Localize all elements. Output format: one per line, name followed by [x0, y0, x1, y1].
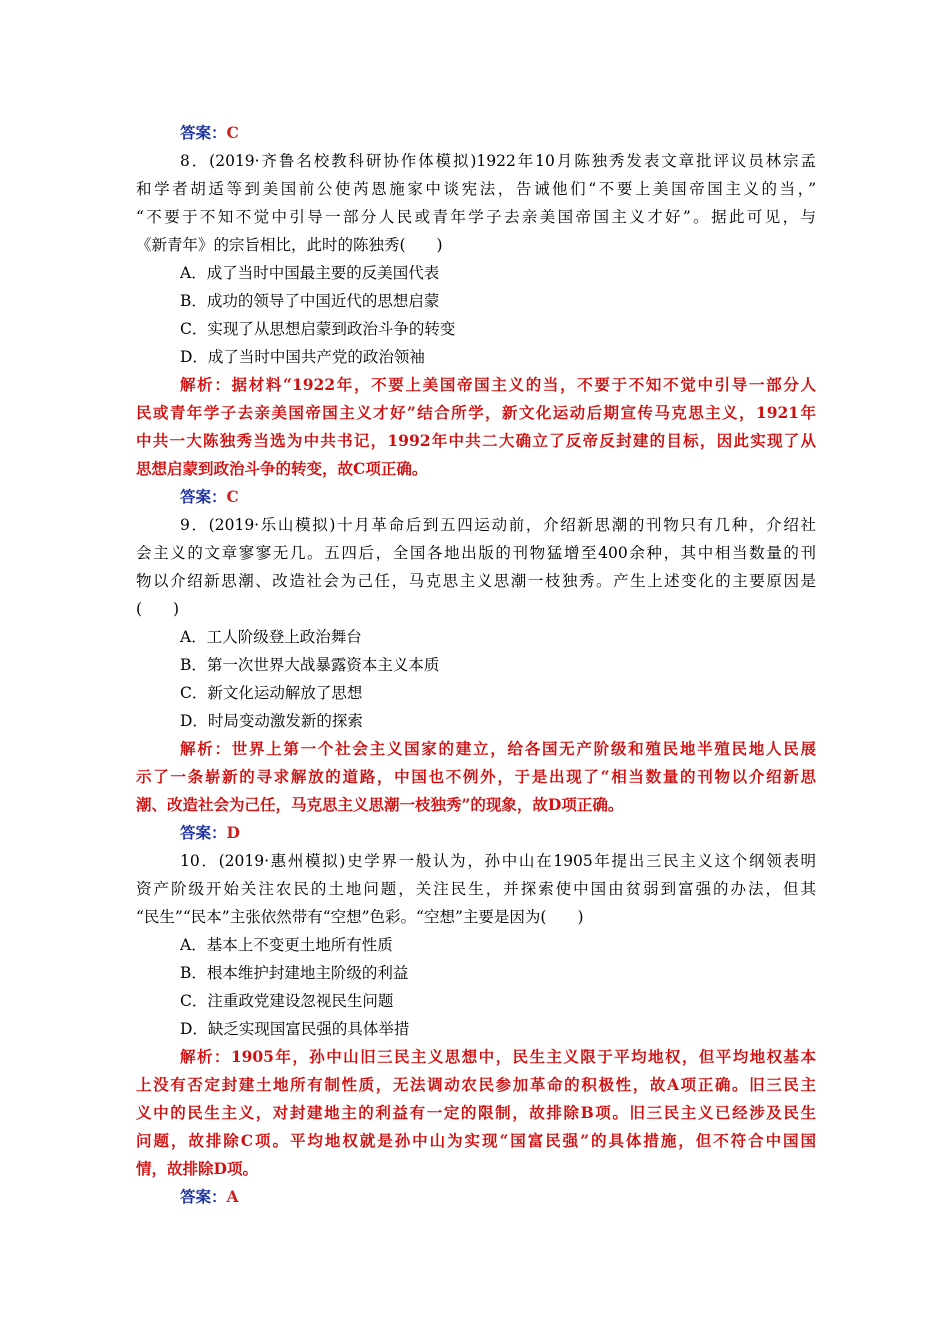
q7-answer: 答案：C	[180, 123, 239, 142]
q8-analysis-line: 思想启蒙到政治斗争的转变，故C项正确。	[136, 459, 428, 478]
q10-stem-line: 10．(2019·惠州模拟)史学界一般认为，孙中山在1905年提出三民主义这个纲领表明	[180, 852, 816, 870]
document-page	[136, 119, 816, 1211]
q10-option-a: A．基本上不变更土地所有性质	[180, 936, 393, 954]
q10-analysis-line: 情，故排除D项。	[136, 1159, 258, 1178]
q8-option-b: B．成功的领导了中国近代的思想启蒙	[180, 292, 440, 310]
q10-analysis-line: 义中的民生主义，对封建地主的利益有一定的限制，故排除B项。旧三民主义已经涉及民生	[136, 1103, 816, 1122]
question-8	[136, 147, 816, 511]
q10-analysis-line: 上没有否定封建土地所有制性质，无法调动农民参加革命的积极性，故A项正确。旧三民主	[136, 1075, 816, 1094]
q10-option-b: B．根本维护封建地主阶级的利益	[180, 964, 409, 982]
q9-answer: 答案：D	[180, 823, 240, 842]
q10-analysis-line: 解析：1905年，孙中山旧三民主义思想中，民生主义限于平均地权，但平均地权基本	[180, 1047, 816, 1066]
q8-stem-line: 《新青年》的宗旨相比，此时的陈独秀( )	[136, 236, 443, 254]
q8-option-d: D．成了当时中国共产党的政治领袖	[180, 348, 425, 366]
q8-stem-line: 8．(2019·齐鲁名校教科研协作体模拟)1922年10月陈独秀发表文章批评议员林宗孟	[180, 152, 816, 170]
q8-analysis-line: 民或青年学子去亲美国帝国主义才好”结合所学，新文化运动后期宣传马克思主义，1921年	[136, 403, 816, 422]
q8-option-a: A．成了当时中国最主要的反美国代表	[180, 264, 440, 282]
q9-option-a: A．工人阶级登上政治舞台	[180, 628, 362, 646]
q8-analysis-line: 中共一大陈独秀当选为中共书记，1992年中共二大确立了反帝反封建的目标，因此实现了从	[136, 431, 816, 450]
question-10	[136, 847, 816, 1211]
q9-analysis-line: 示了一条崭新的寻求解放的道路，中国也不例外，于是出现了“相当数量的刊物以介绍新思	[136, 767, 816, 786]
q8-stem-line: 和学者胡适等到美国前公使芮恩施家中谈宪法，告诫他们“不要上美国帝国主义的当，”	[136, 180, 816, 198]
question-9	[136, 511, 816, 847]
q8-stem-line: “不要于不知不觉中引导一部分人民或青年学子去亲美国帝国主义才好”。据此可见，与	[136, 208, 816, 226]
q10-option-d: D．缺乏实现国富民强的具体举措	[180, 1020, 410, 1038]
q9-stem-line: ( )	[136, 600, 180, 618]
q9-stem-line: 物以介绍新思潮、改造社会为己任，马克思主义思潮一枝独秀。产生上述变化的主要原因是	[136, 572, 816, 590]
q9-option-d: D．时局变动激发新的探索	[180, 712, 363, 730]
q10-analysis-line: 问题，故排除C项。平均地权就是孙中山为实现“国富民强”的具体措施，但不符合中国国	[136, 1131, 816, 1150]
q8-option-c: C．实现了从思想启蒙到政治斗争的转变	[180, 320, 456, 338]
q9-option-b: B．第一次世界大战暴露资本主义本质	[180, 656, 440, 674]
q9-stem-line: 会主义的文章寥寥无几。五四后，全国各地出版的刊物猛增至400余种，其中相当数量的刊	[136, 544, 816, 562]
q8-answer: 答案：C	[180, 487, 239, 506]
q10-option-c: C．注重政党建设忽视民生问题	[180, 992, 394, 1010]
q10-stem-line: “民生”“民本”主张依然带有“空想”色彩。“空想”主要是因为( )	[136, 908, 584, 926]
q10-answer: 答案：A	[180, 1187, 239, 1206]
q9-analysis-line: 解析：世界上第一个社会主义国家的建立，给各国无产阶级和殖民地半殖民地人民展	[180, 739, 816, 758]
q9-analysis-line: 潮、改造社会为己任，马克思主义思潮一枝独秀”的现象，故D项正确。	[136, 795, 624, 814]
q10-stem-line: 资产阶级开始关注农民的土地问题，关注民生，并探索使中国由贫弱到富强的办法，但其	[136, 880, 816, 898]
q8-analysis-line: 解析：据材料“1922年，不要上美国帝国主义的当，不要于不知不觉中引导一部分人	[180, 375, 816, 394]
q9-stem-line: 9．(2019·乐山模拟)十月革命后到五四运动前，介绍新思潮的刊物只有几种，介绍社	[180, 516, 816, 534]
q9-option-c: C．新文化运动解放了思想	[180, 684, 363, 702]
